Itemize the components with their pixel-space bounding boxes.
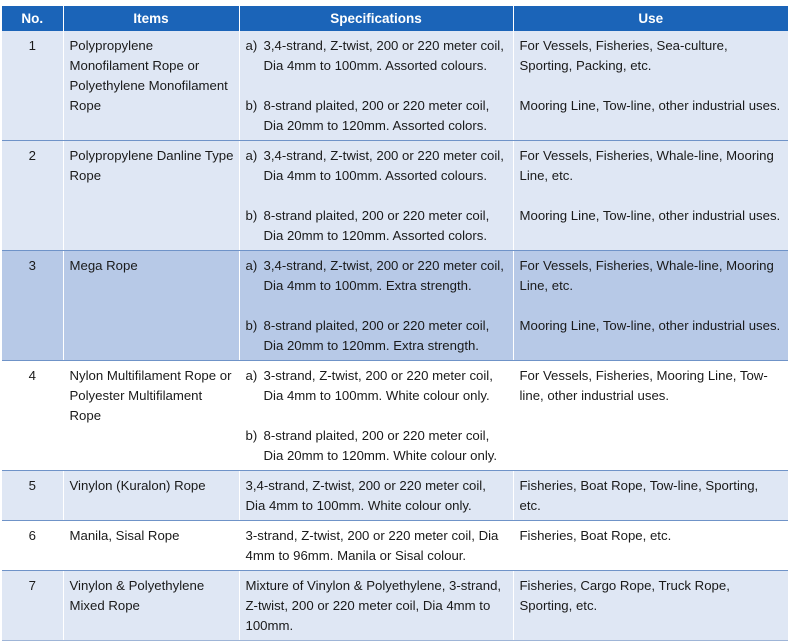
spec-marker: a) [245,148,258,163]
item-name: Vinylon (Kuralon) Rope [63,471,239,521]
use-text: Mooring Line, Tow-line, other industrial uses. [519,318,781,333]
use-cell [513,141,788,251]
table-row [2,471,788,521]
row-number: 4 [2,361,63,471]
use-text: Fisheries, Boat Rope, Tow-line, Sporting, etc. [513,471,788,521]
spec-entry [246,36,508,76]
spec-marker: b) [245,318,258,333]
spec-marker: b) [245,428,258,443]
spec-text: 3-strand, Z-twist, 200 or 220 meter coil, Dia 4mm to 96mm. Manila or Sisal colour. [239,521,513,571]
header-use: Use [513,6,788,31]
spec-text: 3,4-strand, Z-twist, 200 or 220 meter coil, Dia 4mm to 100mm. White colour only. [239,471,513,521]
spec-text: 3-strand, Z-twist, 200 or 220 meter coil, Dia 4mm to 100mm. White colour only. [263,368,493,403]
use-text: For Vessels, Fisheries, Sea-culture, Sporting, Packing, etc. [519,38,728,73]
item-name: Vinylon & Polyethylene Mixed Rope [63,571,239,641]
row-number: 2 [2,141,63,251]
use-cell [513,31,788,141]
spec-entry [246,426,508,466]
use-cell [513,361,788,471]
spec-marker: a) [245,368,258,383]
spec-entry [246,146,508,186]
header-row [2,6,788,31]
specifications-cell [239,141,513,251]
table-row [2,141,788,251]
spec-text: 8-strand plaited, 200 or 220 meter coil, Dia 20mm to 120mm. Assorted colors. [263,208,490,243]
use-cell [513,251,788,361]
header-specifications: Specifications [239,6,513,31]
use-text: Mooring Line, Tow-line, other industrial uses. [519,208,781,223]
item-name: Nylon Multifilament Rope or Polyester Multifilament Rope [63,361,239,471]
use-text: Fisheries, Boat Rope, etc. [513,521,788,571]
table-row [2,571,788,641]
spec-text: Mixture of Vinylon & Polyethylene, 3-strand, Z-twist, 200 or 220 meter coil, Dia 4mm to 100mm. [239,571,513,641]
spec-entry [246,366,508,406]
spec-entry [246,256,508,296]
row-number: 3 [2,251,63,361]
item-name: Polypropylene Danline Type Rope [63,141,239,251]
specifications-cell [239,31,513,141]
header-no: No. [2,6,63,31]
item-name: Mega Rope [63,251,239,361]
item-name: Manila, Sisal Rope [63,521,239,571]
use-text: Mooring Line, Tow-line, other industrial uses. [519,98,781,113]
spec-text: 8-strand plaited, 200 or 220 meter coil, Dia 20mm to 120mm. Extra strength. [263,318,490,353]
row-number: 7 [2,571,63,641]
spec-marker: b) [245,98,258,113]
spec-marker: b) [245,208,258,223]
use-text: For Vessels, Fisheries, Whale-line, Mooring Line, etc. [519,148,774,183]
rope-specifications-table [2,6,788,641]
spec-marker: a) [245,38,258,53]
spec-text: 3,4-strand, Z-twist, 200 or 220 meter coil, Dia 4mm to 100mm. Extra strength. [263,258,504,293]
table-row [2,521,788,571]
spec-text: 8-strand plaited, 200 or 220 meter coil, Dia 20mm to 120mm. White colour only. [263,428,498,463]
spec-text: 3,4-strand, Z-twist, 200 or 220 meter coil, Dia 4mm to 100mm. Assorted colours. [263,38,504,73]
spec-text: 8-strand plaited, 200 or 220 meter coil, Dia 20mm to 120mm. Assorted colors. [263,98,490,133]
spec-entry [246,96,508,136]
row-number: 6 [2,521,63,571]
table-row [2,251,788,361]
use-text: Fisheries, Cargo Rope, Truck Rope, Sporting, etc. [513,571,788,641]
specifications-cell [239,251,513,361]
use-text: For Vessels, Fisheries, Whale-line, Mooring Line, etc. [519,258,774,293]
spec-marker: a) [245,258,258,273]
row-number: 5 [2,471,63,521]
header-items: Items [63,6,239,31]
spec-text: 3,4-strand, Z-twist, 200 or 220 meter coil, Dia 4mm to 100mm. Assorted colours. [263,148,504,183]
spec-entry [246,206,508,246]
row-number: 1 [2,31,63,141]
table-row [2,31,788,141]
item-name: Polypropylene Monofilament Rope or Polyethylene Monofilament Rope [63,31,239,141]
table-row [2,361,788,471]
use-text: For Vessels, Fisheries, Mooring Line, Tow-line, other industrial uses. [519,368,768,403]
spec-entry [246,316,508,356]
specifications-cell [239,361,513,471]
